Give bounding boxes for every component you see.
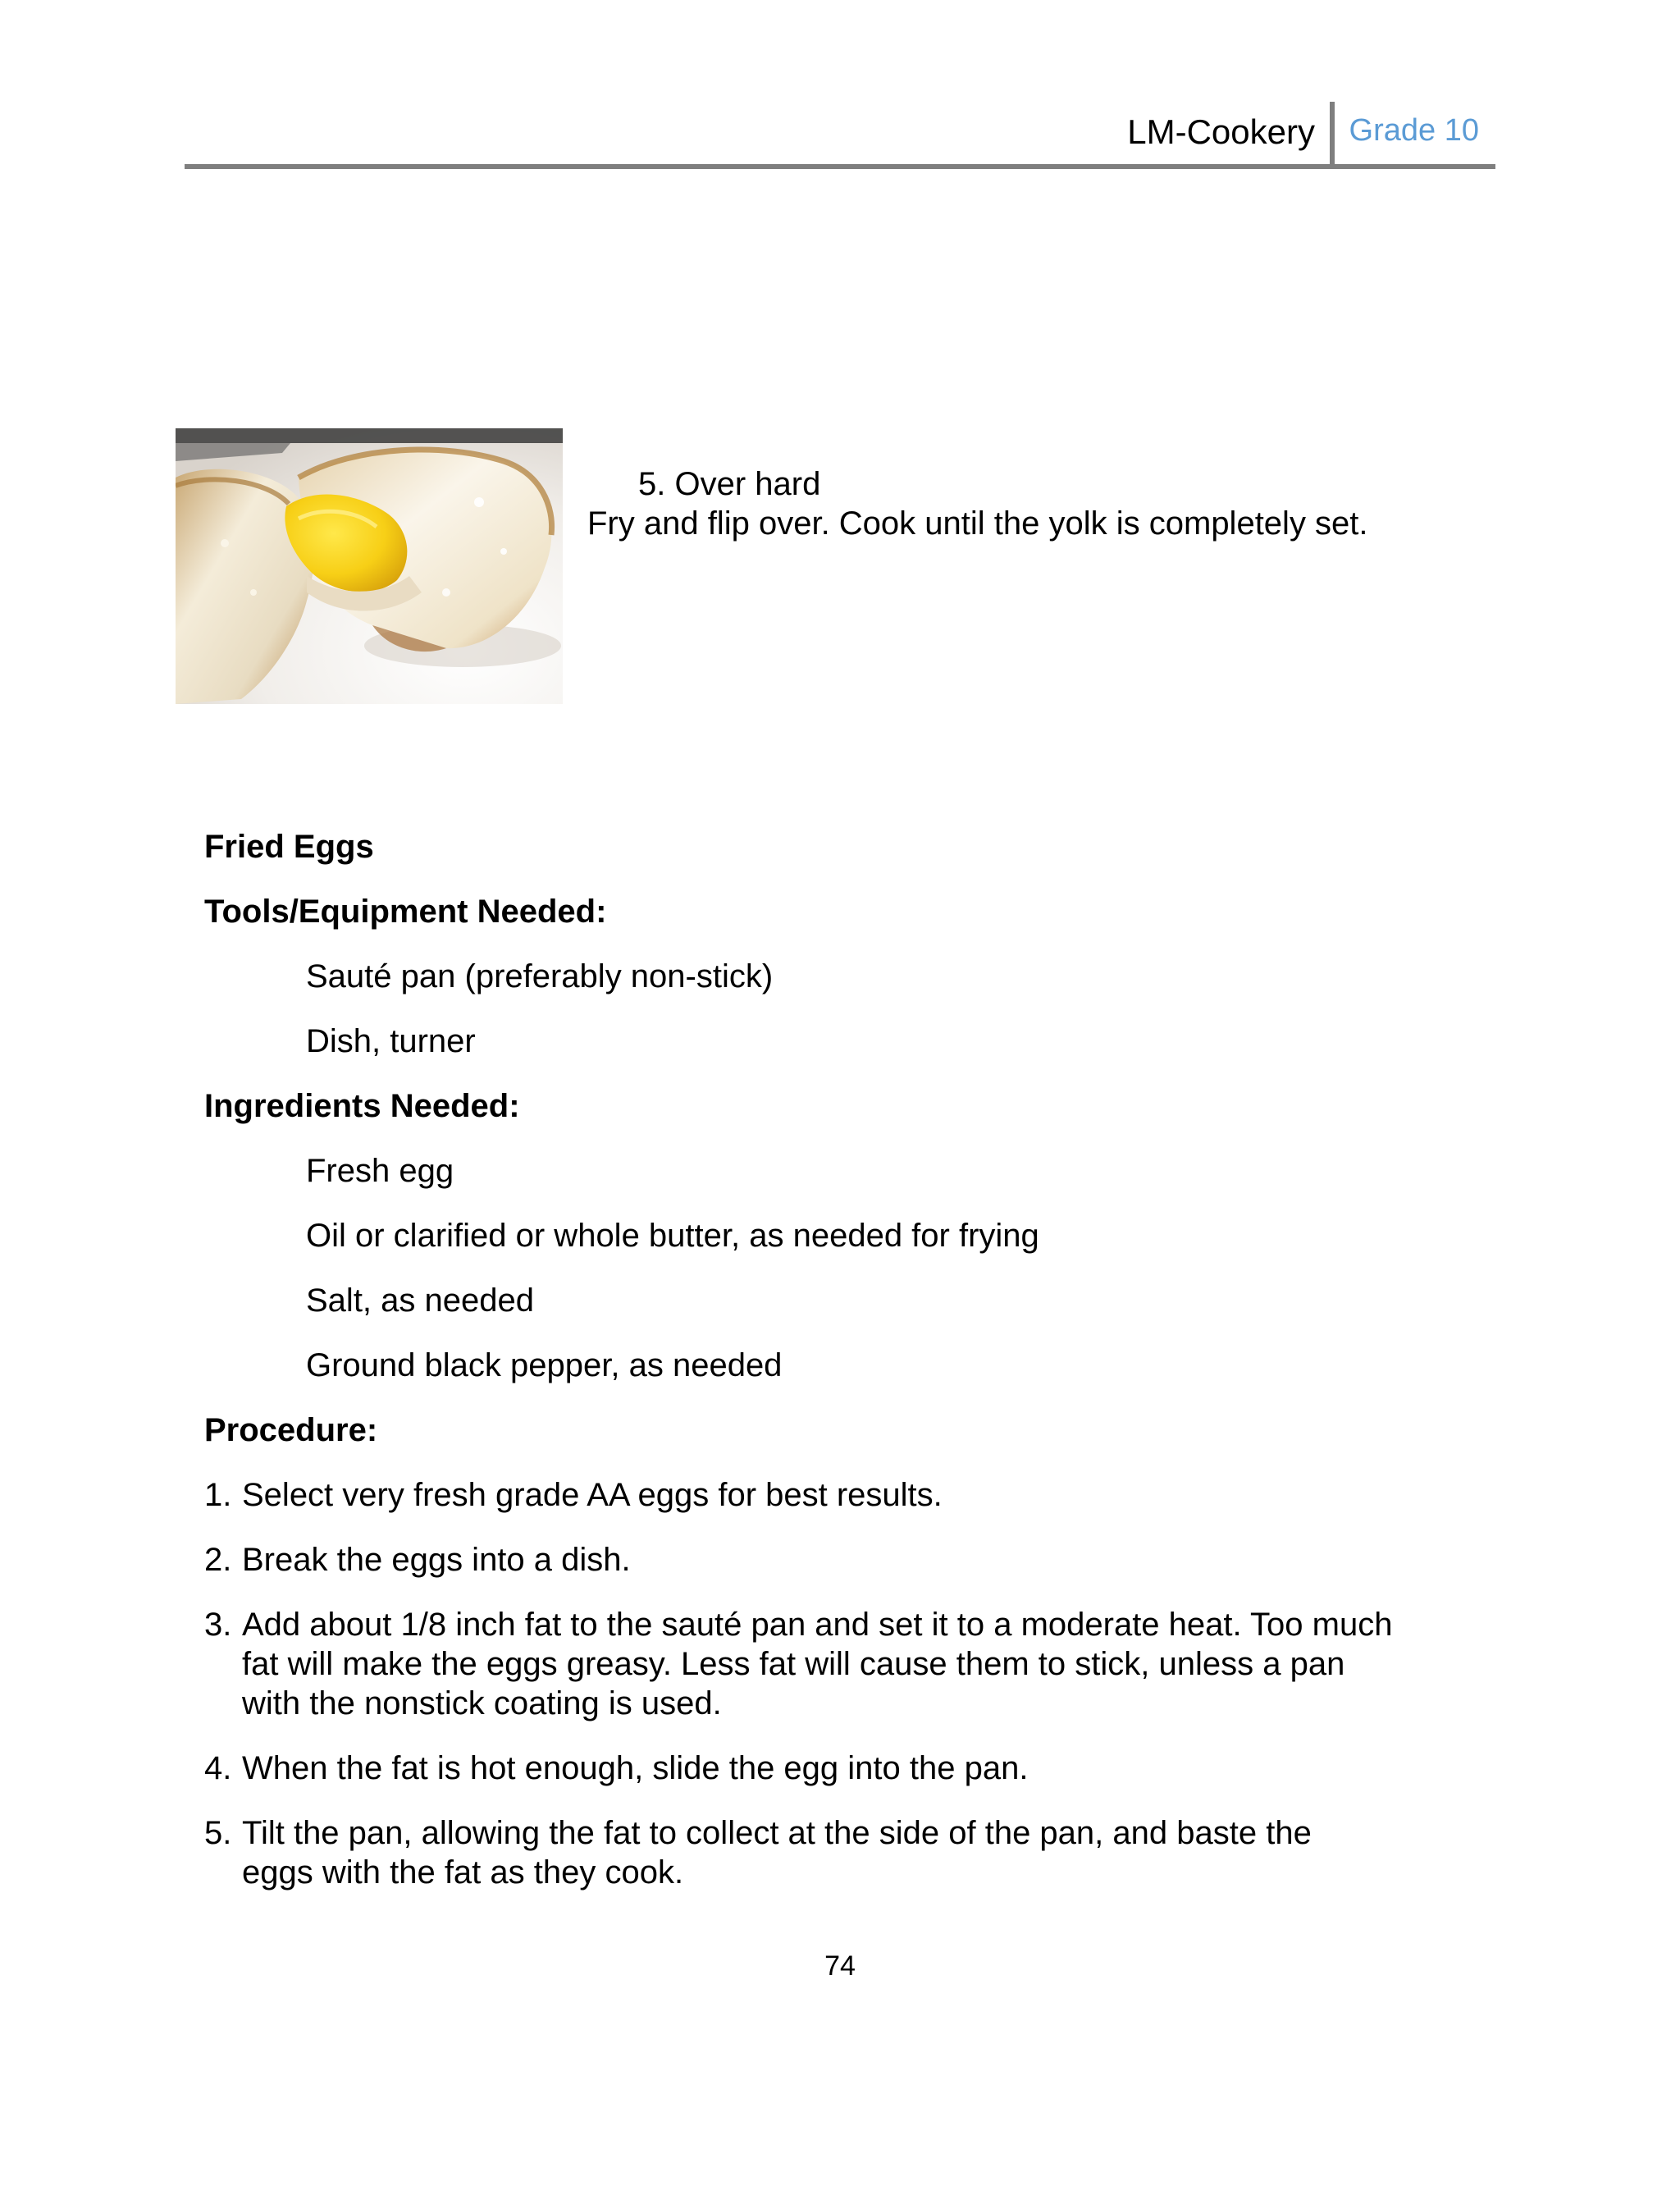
step-text: Tilt the pan, allowing the fat to collect at the side of the pan, and baste the eggs with the fat as they cook. <box>242 1815 1312 1891</box>
over-hard-egg-photo <box>176 428 563 704</box>
egg-style-heading: 5. Over hard <box>638 466 821 502</box>
step-number: 1. <box>204 1477 232 1513</box>
page-number: 74 <box>824 1950 856 1982</box>
header-rule <box>185 164 1495 169</box>
step-text: Select very fresh grade AA eggs for best results. <box>242 1477 943 1513</box>
egg-style-description <box>587 464 1373 543</box>
page-header <box>185 98 1495 169</box>
procedure-step <box>204 1605 1402 1723</box>
tool-item: Dish, turner <box>306 1023 476 1059</box>
grade-label: Grade 10 <box>1349 113 1479 148</box>
step-text: Add about 1/8 inch fat to the sauté pan and set it to a moderate heat. Too much fat will make the eggs greasy. Less fat will cause them to stick, unless a pan with the nonstick coating is used. <box>242 1607 1393 1721</box>
header-divider <box>1330 102 1335 166</box>
recipe-section <box>204 827 1402 1918</box>
procedure-steps <box>204 1475 1402 1892</box>
procedure-heading: Procedure: <box>204 1412 378 1448</box>
procedure-step <box>204 1475 1402 1515</box>
recipe-title: Fried Eggs <box>204 829 374 865</box>
procedure-step <box>204 1540 1402 1580</box>
step-text: When the fat is hot enough, slide the egg into the pan. <box>242 1750 1029 1786</box>
procedure-step <box>204 1749 1402 1788</box>
step-number: 4. <box>204 1750 232 1786</box>
tool-item: Sauté pan (preferably non-stick) <box>306 958 774 994</box>
step-number: 5. <box>204 1815 232 1851</box>
ingredient-item: Fresh egg <box>306 1153 454 1189</box>
module-title: LM-Cookery <box>1127 112 1315 151</box>
ingredient-item: Salt, as needed <box>306 1282 534 1319</box>
ingredient-item: Ground black pepper, as needed <box>306 1347 783 1383</box>
tools-heading: Tools/Equipment Needed: <box>204 894 607 930</box>
step-number: 2. <box>204 1542 232 1578</box>
egg-style-text: Fry and flip over. Cook until the yolk is completely set. <box>587 505 1368 542</box>
step-text: Break the eggs into a dish. <box>242 1542 631 1578</box>
procedure-step <box>204 1813 1402 1892</box>
ingredient-item: Oil or clarified or whole butter, as needed for frying <box>306 1218 1039 1254</box>
ingredients-heading: Ingredients Needed: <box>204 1088 520 1124</box>
step-number: 3. <box>204 1607 232 1643</box>
